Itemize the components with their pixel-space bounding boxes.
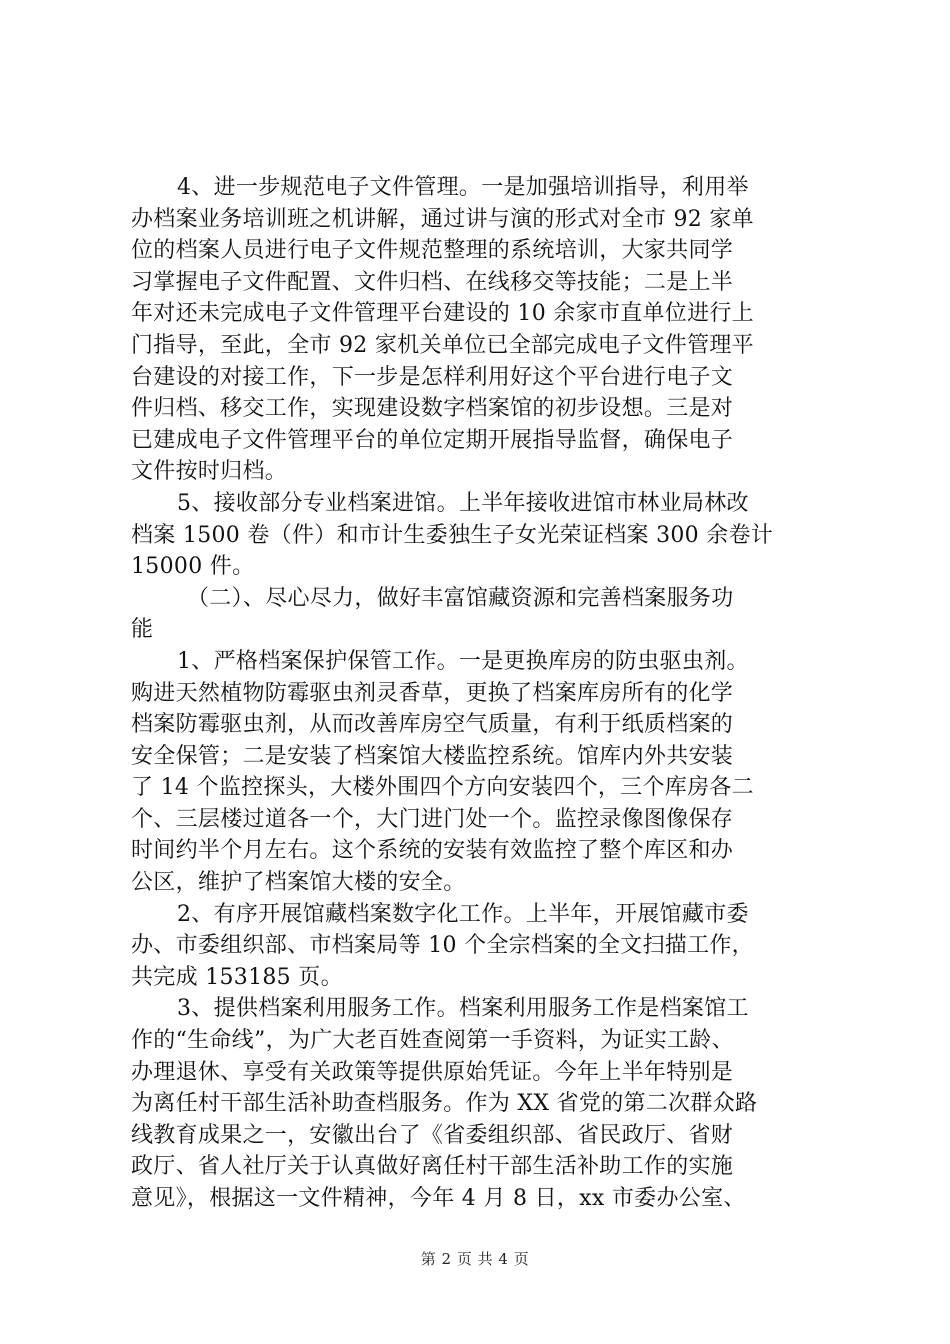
paragraph-line: 办档案业务培训班之机讲解，通过讲与演的形式对全市 92 家单 [131,206,754,232]
section-heading: （二）、尽心尽力，做好丰富馆藏资源和完善档案服务功 [187,585,734,611]
paragraph-line: 台建设的对接工作，下一步是怎样利用好这个平台进行电子文 [131,364,734,390]
paragraph-line: 线教育成果之一，安徽出台了《省委组织部、省民政厅、省财 [131,1122,734,1148]
section-heading: 能 [131,617,154,643]
paragraph-line: 时间约半个月左右。这个系统的安装有效监控了整个库区和办 [131,838,734,864]
paragraph-line: 意见》，根据这一文件精神，今年 4 月 8 日，xx 市委办公室、 [131,1186,746,1211]
paragraph-line: 2、有序开展馆藏档案数字化工作。上半年，开展馆藏市委 [177,901,749,927]
paragraph-line: 公区，维护了档案馆大楼的安全。 [131,870,466,896]
paragraph-line: 门指导，至此，全市 92 家机关单位已全部完成电子文件管理平 [131,332,754,358]
paragraph-line: 文件按时归档。 [131,459,288,485]
paragraph-line: 档案防霉驱虫剂，从而改善库房空气质量，有利于纸质档案的 [131,712,734,738]
paragraph-line: 4、进一步规范电子文件管理。一是加强培训指导，利用举 [177,175,749,200]
paragraph-line: 办、市委组织部、市档案局等 10 个全宗档案的全文扫描工作， [131,933,754,959]
paragraph-line: 习掌握电子文件配置、文件归档、在线移交等技能；二是上半 [131,269,734,295]
page-number-footer: 第 2 页 共 4 页 [420,1250,530,1268]
paragraph-line: 3、提供档案利用服务工作。档案利用服务工作是档案馆工 [177,996,749,1022]
paragraph-line: 1、严格档案保护保管工作。一是更换库房的防虫驱虫剂。 [177,648,749,674]
paragraph-line: 5、接收部分专业档案进馆。上半年接收进馆市林业局林改 [177,490,749,516]
paragraph-line: 档案 1500 卷（件）和市计生委独生子女光荣证档案 300 余卷计 [131,522,774,548]
paragraph-line: 办理退休、享受有关政策等提供原始凭证。今年上半年特别是 [131,1059,734,1085]
paragraph-line: 件归档、移交工作，实现建设数字档案馆的初步设想。三是对 [131,396,734,422]
paragraph-line: 已建成电子文件管理平台的单位定期开展指导监督，确保电子 [131,427,734,453]
paragraph-line: 作的“生命线”，为广大老百姓查阅第一手资料，为证实工龄、 [131,1028,734,1054]
paragraph-line: 位的档案人员进行电子文件规范整理的系统培训，大家共同学 [131,238,734,264]
paragraph-line: 为离任村干部生活补助查档服务。作为 XX 省党的第二次群众路 [131,1091,758,1117]
paragraph-line: 了 14 个监控探头，大楼外围四个方向安装四个，三个库房各二 [131,775,754,801]
paragraph-line: 年对还未完成电子文件管理平台建设的 10 余家市直单位进行上 [131,301,754,327]
paragraph-line: 15000 件。 [131,554,255,580]
paragraph-line: 安全保管；二是安装了档案馆大楼监控系统。馆库内外共安装 [131,743,734,769]
paragraph-line: 个、三层楼过道各一个，大门进门处一个。监控录像图像保存 [131,806,734,832]
paragraph-line: 购进天然植物防霉驱虫剂灵香草，更换了档案库房所有的化学 [131,680,734,706]
paragraph-line: 政厅、省人社厅关于认真做好离任村干部生活补助工作的实施 [131,1154,734,1180]
document-body [131,172,831,1215]
paragraph-line: 共完成 153185 页。 [131,964,343,990]
